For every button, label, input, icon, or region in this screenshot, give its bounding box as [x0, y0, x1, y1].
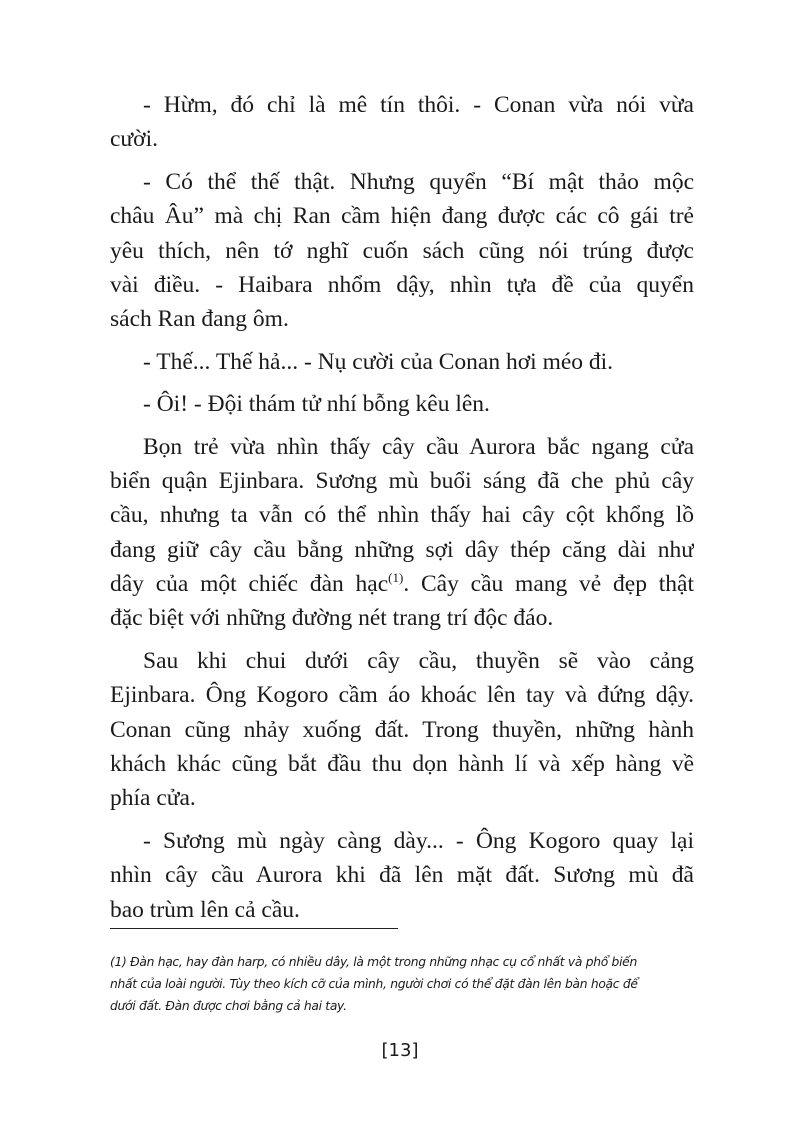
- text-line: - Sương mù ngày càng dày... - Ông Kogoro quay lại: [143, 827, 694, 854]
- page-number: [13]: [381, 1040, 419, 1061]
- text-line: dây của một chiếc đàn hạc$^{(1)}$. Cây cầu mang vẻ đẹp thật: [110, 570, 694, 598]
- text-line: - Có thể thế thật. Nhưng quyển “Bí mật thảo mộc: [143, 168, 694, 195]
- paragraph: [110, 345, 694, 379]
- text-line: bao trùm lên cả cầu.: [110, 896, 300, 923]
- text-line: khách khác cũng bắt đầu thu dọn hành lí và xếp hàng về: [110, 751, 694, 778]
- text-line: sách Ran đang ôm.: [110, 306, 289, 333]
- footnote-marker: (1): [388, 570, 404, 586]
- footnote-divider: [110, 928, 398, 929]
- text-line: cầu, nhưng ta vẫn có thể nhìn thấy hai cây cột khổng lồ: [110, 502, 694, 529]
- paragraph: [110, 824, 694, 927]
- footnote-line: nhất của loài người. Tùy theo kích cỡ của mình, người chơi có thể đặt đàn lên bàn hoặc để: [110, 977, 638, 991]
- footnote: [110, 951, 710, 1017]
- paragraph: [110, 88, 694, 157]
- text-line: - Hừm, đó chỉ là mê tín thôi. - Conan vừa nói vừa: [143, 92, 694, 118]
- text-line: phía cửa.: [110, 785, 196, 812]
- text-line: đang giữ cây cầu bằng những sợi dây thép căng dài như: [110, 536, 694, 563]
- text-line: biển quận Ejinbara. Sương mù buổi sáng đã che phủ cây: [110, 467, 694, 494]
- footnote-line: dưới đất. Đàn được chơi bằng cả hai tay.: [110, 999, 347, 1013]
- text-line: Bọn trẻ vừa nhìn thấy cây cầu Aurora bắc ngang cửa: [143, 433, 694, 460]
- text-line: yêu thích, nên tớ nghĩ cuốn sách cũng nói trúng được: [110, 237, 694, 264]
- text-line: cười.: [110, 126, 158, 153]
- paragraph: [110, 430, 694, 636]
- text-line: châu Âu” mà chị Ran cầm hiện đang được các cô gái trẻ: [110, 203, 694, 230]
- text-line: đặc biệt với những đường nét trang trí độc đáo.: [110, 605, 554, 632]
- text-line: nhìn cây cầu Aurora khi đã lên mặt đất. Sương mù đã: [110, 862, 694, 889]
- paragraph: [110, 644, 694, 816]
- body-text: [110, 88, 694, 935]
- text-line: vài điều. - Haibara nhổm dậy, nhìn tựa đề của quyển: [110, 271, 694, 298]
- paragraph: [110, 387, 694, 421]
- text-line: - Thế... Thế hả... - Nụ cười của Conan hơi méo đi.: [143, 348, 614, 375]
- text-line: Ejinbara. Ông Kogoro cầm áo khoác lên tay và đứng dậy.: [110, 682, 694, 709]
- text-line: Sau khi chui dưới cây cầu, thuyền sẽ vào cảng: [143, 647, 694, 674]
- text-line: - Ôi! - Đội thám tử nhí bỗng kêu lên.: [143, 391, 490, 418]
- text-line: Conan cũng nhảy xuống đất. Trong thuyền, những hành: [110, 716, 694, 743]
- paragraph: [110, 165, 694, 337]
- footnote-line: (1) Đàn hạc, hay đàn harp, có nhiều dây, là một trong những nhạc cụ cổ nhất và phổ biến: [110, 955, 637, 969]
